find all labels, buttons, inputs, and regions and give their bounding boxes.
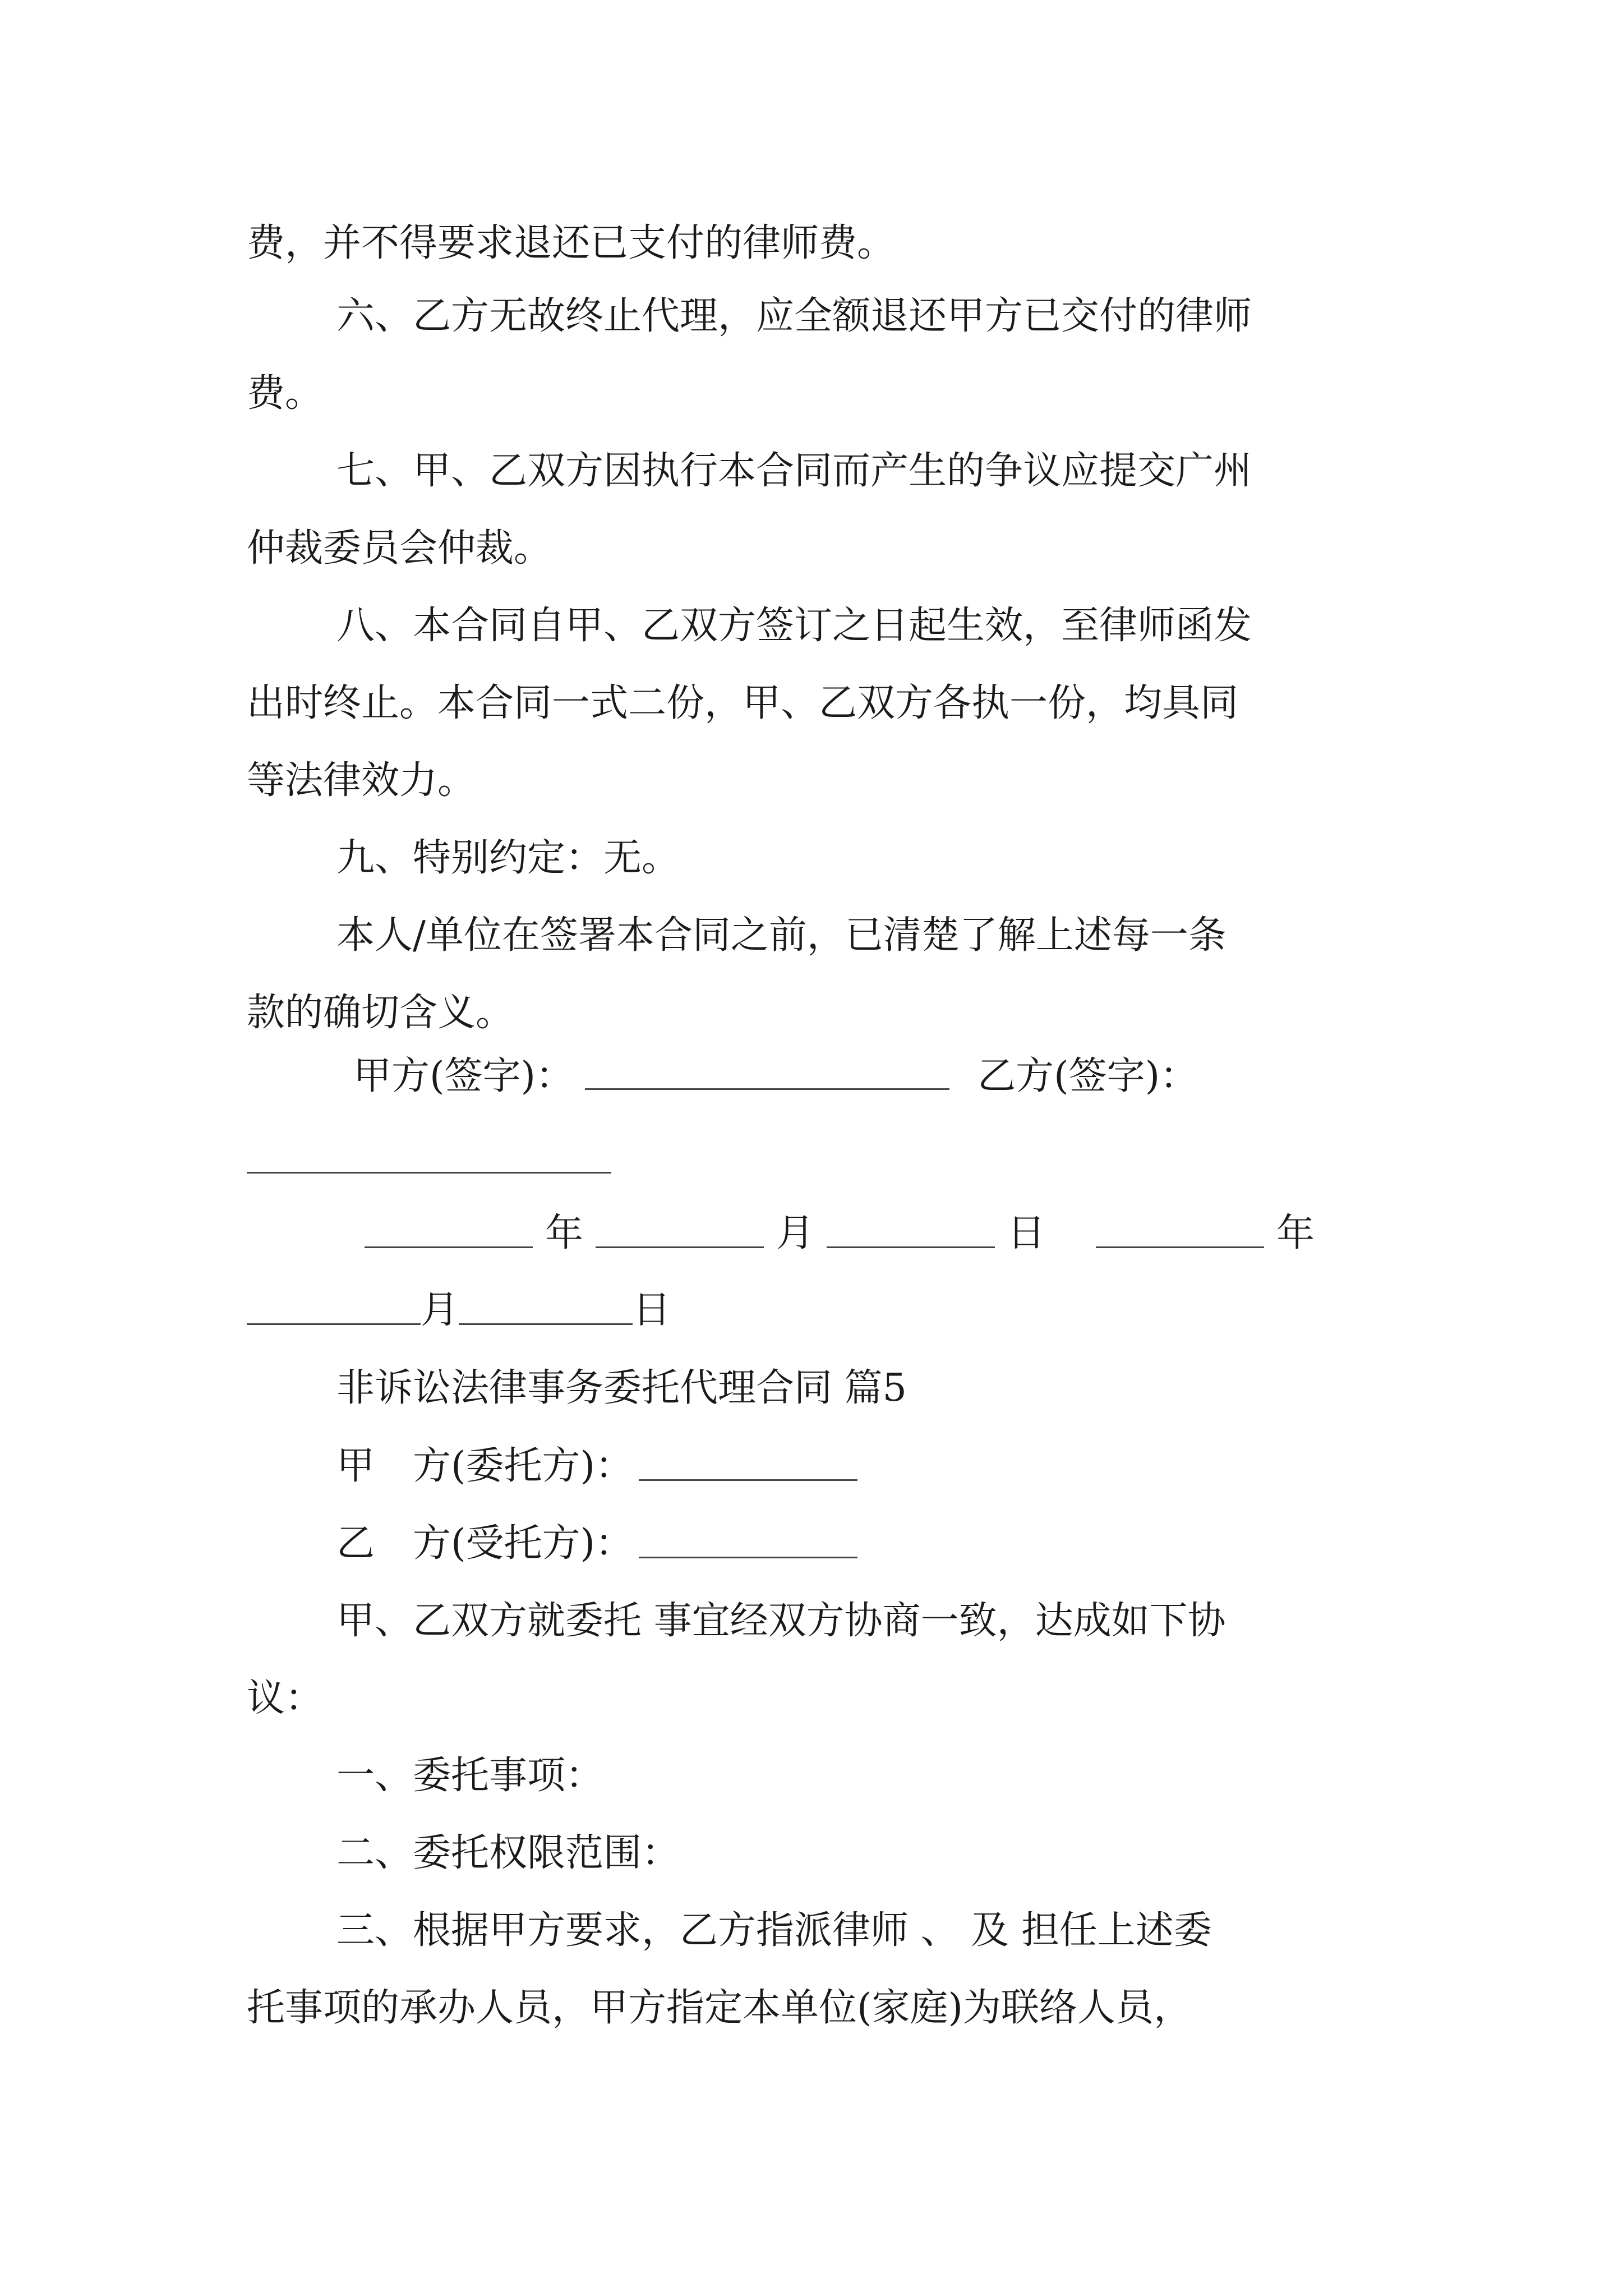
paragraph-line: 等法律效力。: [247, 758, 476, 803]
paragraph-line: 本人/单位在签署本合同之前，已清楚了解上述每一条: [336, 913, 1227, 958]
party-a-year-field[interactable]: [365, 1244, 533, 1248]
party-b-month-field[interactable]: [247, 1321, 421, 1325]
section-title: 非诉讼法律事务委托代理合同 篇5: [336, 1366, 907, 1410]
party-a-row: [336, 1444, 870, 1488]
paragraph-line: 费。: [247, 371, 324, 416]
paragraph-line: 托事项的承办人员，甲方指定本单位(家庭)为联络人员，: [247, 1986, 1192, 2030]
paragraph-line: 九、特别约定：无。: [336, 836, 680, 880]
paragraph-line: 出时终止。本合同一式二份，甲、乙双方各执一份，均具同: [247, 681, 1239, 725]
signature-row: [353, 1054, 1374, 1098]
party-b-signature-field[interactable]: [247, 1170, 611, 1174]
party-a-label: 甲 方(委托方)：: [336, 1444, 634, 1488]
party-b-signature-label: 乙方(签字)：: [978, 1054, 1198, 1098]
party-a-name-field[interactable]: [639, 1477, 857, 1481]
paragraph-line: 一、委托事项：: [336, 1754, 604, 1798]
party-b-row: [336, 1521, 870, 1566]
day-label: 日: [633, 1288, 671, 1332]
month-label: 月: [776, 1211, 815, 1255]
day-label: 日: [1007, 1211, 1046, 1255]
date-row: [365, 1211, 1315, 1255]
paragraph-line: 仲裁委员会仲裁。: [247, 526, 552, 570]
party-a-signature-field[interactable]: [585, 1086, 949, 1090]
party-b-day-field[interactable]: [459, 1321, 633, 1325]
party-b-name-field[interactable]: [639, 1554, 857, 1558]
paragraph-line: 六、乙方无故终止代理，应全额退还甲方已交付的律师: [336, 294, 1252, 338]
party-a-month-field[interactable]: [596, 1244, 764, 1248]
party-b-year-field[interactable]: [1096, 1244, 1264, 1248]
paragraph-line: 三、根据甲方要求，乙方指派律师 、 及 担任上述委: [336, 1908, 1212, 1953]
month-label: 月: [421, 1288, 459, 1332]
paragraph-line: 七、甲、乙双方因执行本合同而产生的争议应提交广州: [336, 449, 1252, 493]
paragraph-line: 款的确切含义。: [247, 991, 514, 1035]
party-a-day-field[interactable]: [827, 1244, 995, 1248]
date-row: [247, 1288, 671, 1332]
year-label: 年: [545, 1211, 584, 1255]
party-a-signature-label: 甲方(签字)：: [353, 1054, 574, 1098]
paragraph-line: 甲、乙双方就委托 事宜经双方协商一致，达成如下协: [336, 1599, 1226, 1643]
paragraph-line: 二、委托权限范围：: [336, 1831, 680, 1875]
party-b-label: 乙 方(受托方)：: [336, 1521, 634, 1566]
paragraph-line: 八、本合同自甲、乙双方签订之日起生效，至律师函发: [336, 604, 1252, 648]
paragraph-line: 议：: [247, 1676, 324, 1720]
year-label: 年: [1276, 1211, 1315, 1255]
paragraph-line: 费，并不得要求退还已支付的律师费。: [247, 221, 896, 265]
